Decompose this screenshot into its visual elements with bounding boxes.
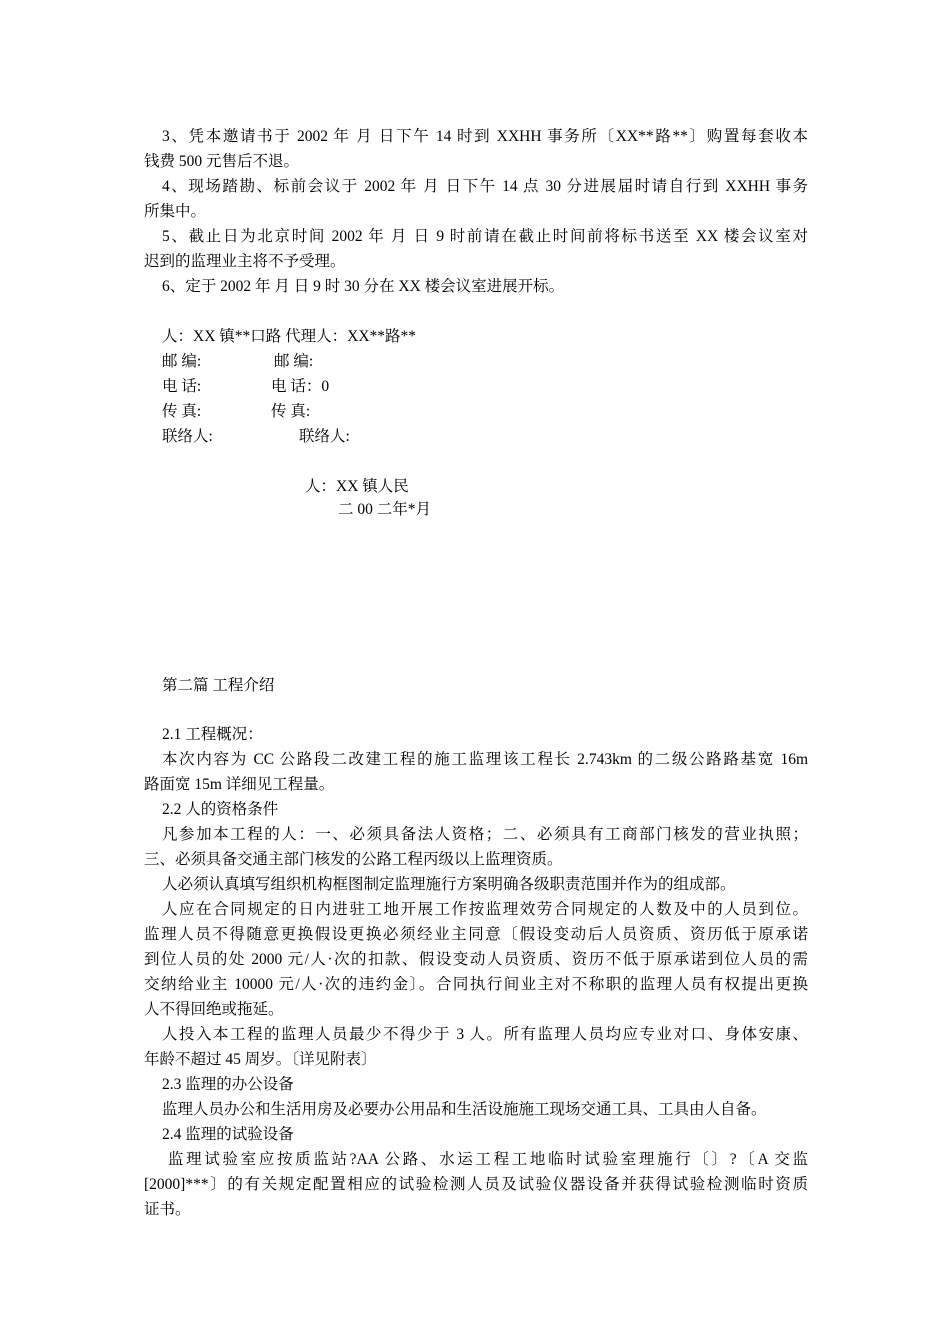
section-title: 第二篇 工程介绍: [162, 677, 275, 694]
heading-2-1: 2.1 工程概况：: [162, 726, 263, 743]
para-4-line-2: 所集中。: [144, 203, 207, 220]
para-2-2c-line-1: 人应在合同规定的日内进驻工地开展工作按监理效劳合同规定的人数及中的人员到位。: [162, 901, 808, 918]
para-2-4-line-1: 监理试验室应按质监站?AA 公路、水运工程工地临时试验室理施行〔〕?〔A 交监: [168, 1151, 808, 1168]
para-2-2a-line-1: 凡参加本工程的人：一、必须具备法人资格；二、必须具有工商部门核发的营业执照；: [162, 826, 808, 843]
heading-2-4: 2.4 监理的试验设备: [162, 1126, 294, 1143]
para-2-3: 监理人员办公和生活用房及必要办公用品和生活设施施工现场交通工具、工具由人自备。: [162, 1101, 767, 1118]
para-2-2b: 人必须认真填写组织机构框图制定监理施行方案明确各级职责范围并作为的组成部。: [162, 876, 736, 893]
para-2-2a-line-2: 三、必须具备交通主部门核发的公路工程丙级以上监理资质。: [144, 851, 563, 868]
contact-row-address: 人：XX 镇**口路 代理人：XX**路**: [162, 328, 417, 345]
para-2-2c-line-3: 到位人员的处 2000 元/人·次的扣款、假设变动人员资质、资历不低于原承诺到位人员的需: [144, 951, 808, 968]
para-2-4-line-3: 证书。: [144, 1201, 191, 1218]
para-2-2c-line-4: 交纳给业主 10000 元/人·次的违约金〕。合同执行间业主对不称职的监理人员有权提出更换: [144, 976, 808, 993]
heading-2-2: 2.2 人的资格条件: [162, 801, 279, 818]
para-2-2d-line-2: 年龄不超过 45 周岁。〔详见附表〕: [144, 1051, 377, 1068]
signature-issuer: 人：XX 镇人民: [305, 478, 409, 495]
postcode-label-right: 邮 编:: [274, 353, 314, 370]
signature-date: 二 00 二年*月: [338, 501, 432, 518]
para-2-2c-line-2: 监理人员不得随意更换假设更换必须经业主同意〔假设变动后人员资质、资历低于原承诺: [144, 926, 808, 943]
para-3-line-2: 钱费 500 元售后不退。: [144, 153, 300, 170]
para-6: 6、定于 2002 年 月 日 9 时 30 分在 XX 楼会议室进展开标。: [162, 278, 565, 295]
para-5-line-2: 迟到的监理业主将不予受理。: [144, 253, 346, 270]
para-5-line-1: 5、截止日为北京时间 2002 年 月 日 9 时前请在截止时间前将标书送至 XX 楼会议室对: [162, 228, 808, 245]
phone-label-left: 电 话:: [162, 378, 202, 395]
para-2-1-line-1: 本次内容为 CC 公路段二改建工程的施工监理该工程长 2.743km 的二级公路路基宽 16m: [162, 751, 808, 768]
para-4-line-1: 4、现场踏勘、标前会议于 2002 年 月 日下午 14 点 30 分进展届时请自行到 XXHH 事务: [162, 178, 808, 195]
fax-label-left: 传 真:: [162, 403, 202, 420]
contact-person-left: 联络人:: [162, 428, 213, 445]
contact-person-right: 联络人:: [299, 428, 350, 445]
heading-2-3: 2.3 监理的办公设备: [162, 1076, 294, 1093]
postcode-label-left: 邮 编:: [162, 353, 202, 370]
fax-label-right: 传 真:: [271, 403, 311, 420]
para-2-2c-line-5: 人不得回绝或拖延。: [144, 1001, 284, 1018]
para-2-4-line-2: [2000]***〕的有关规定配置相应的试验检测人员及试验仪器设备并获得试验检测临时资质: [144, 1176, 808, 1193]
para-2-1-line-2: 路面宽 15m 详细见工程量。: [144, 776, 335, 793]
para-3-line-1: 3、凭本邀请书于 2002 年 月 日下午 14 时到 XXHH 事务所〔XX**路**〕购置每套收本: [162, 128, 808, 145]
phone-label-right: 电 话：0: [271, 378, 330, 395]
para-2-2d-line-1: 人投入本工程的监理人员最少不得少于 3 人。所有监理人员均应专业对口、身体安康、: [162, 1026, 808, 1043]
